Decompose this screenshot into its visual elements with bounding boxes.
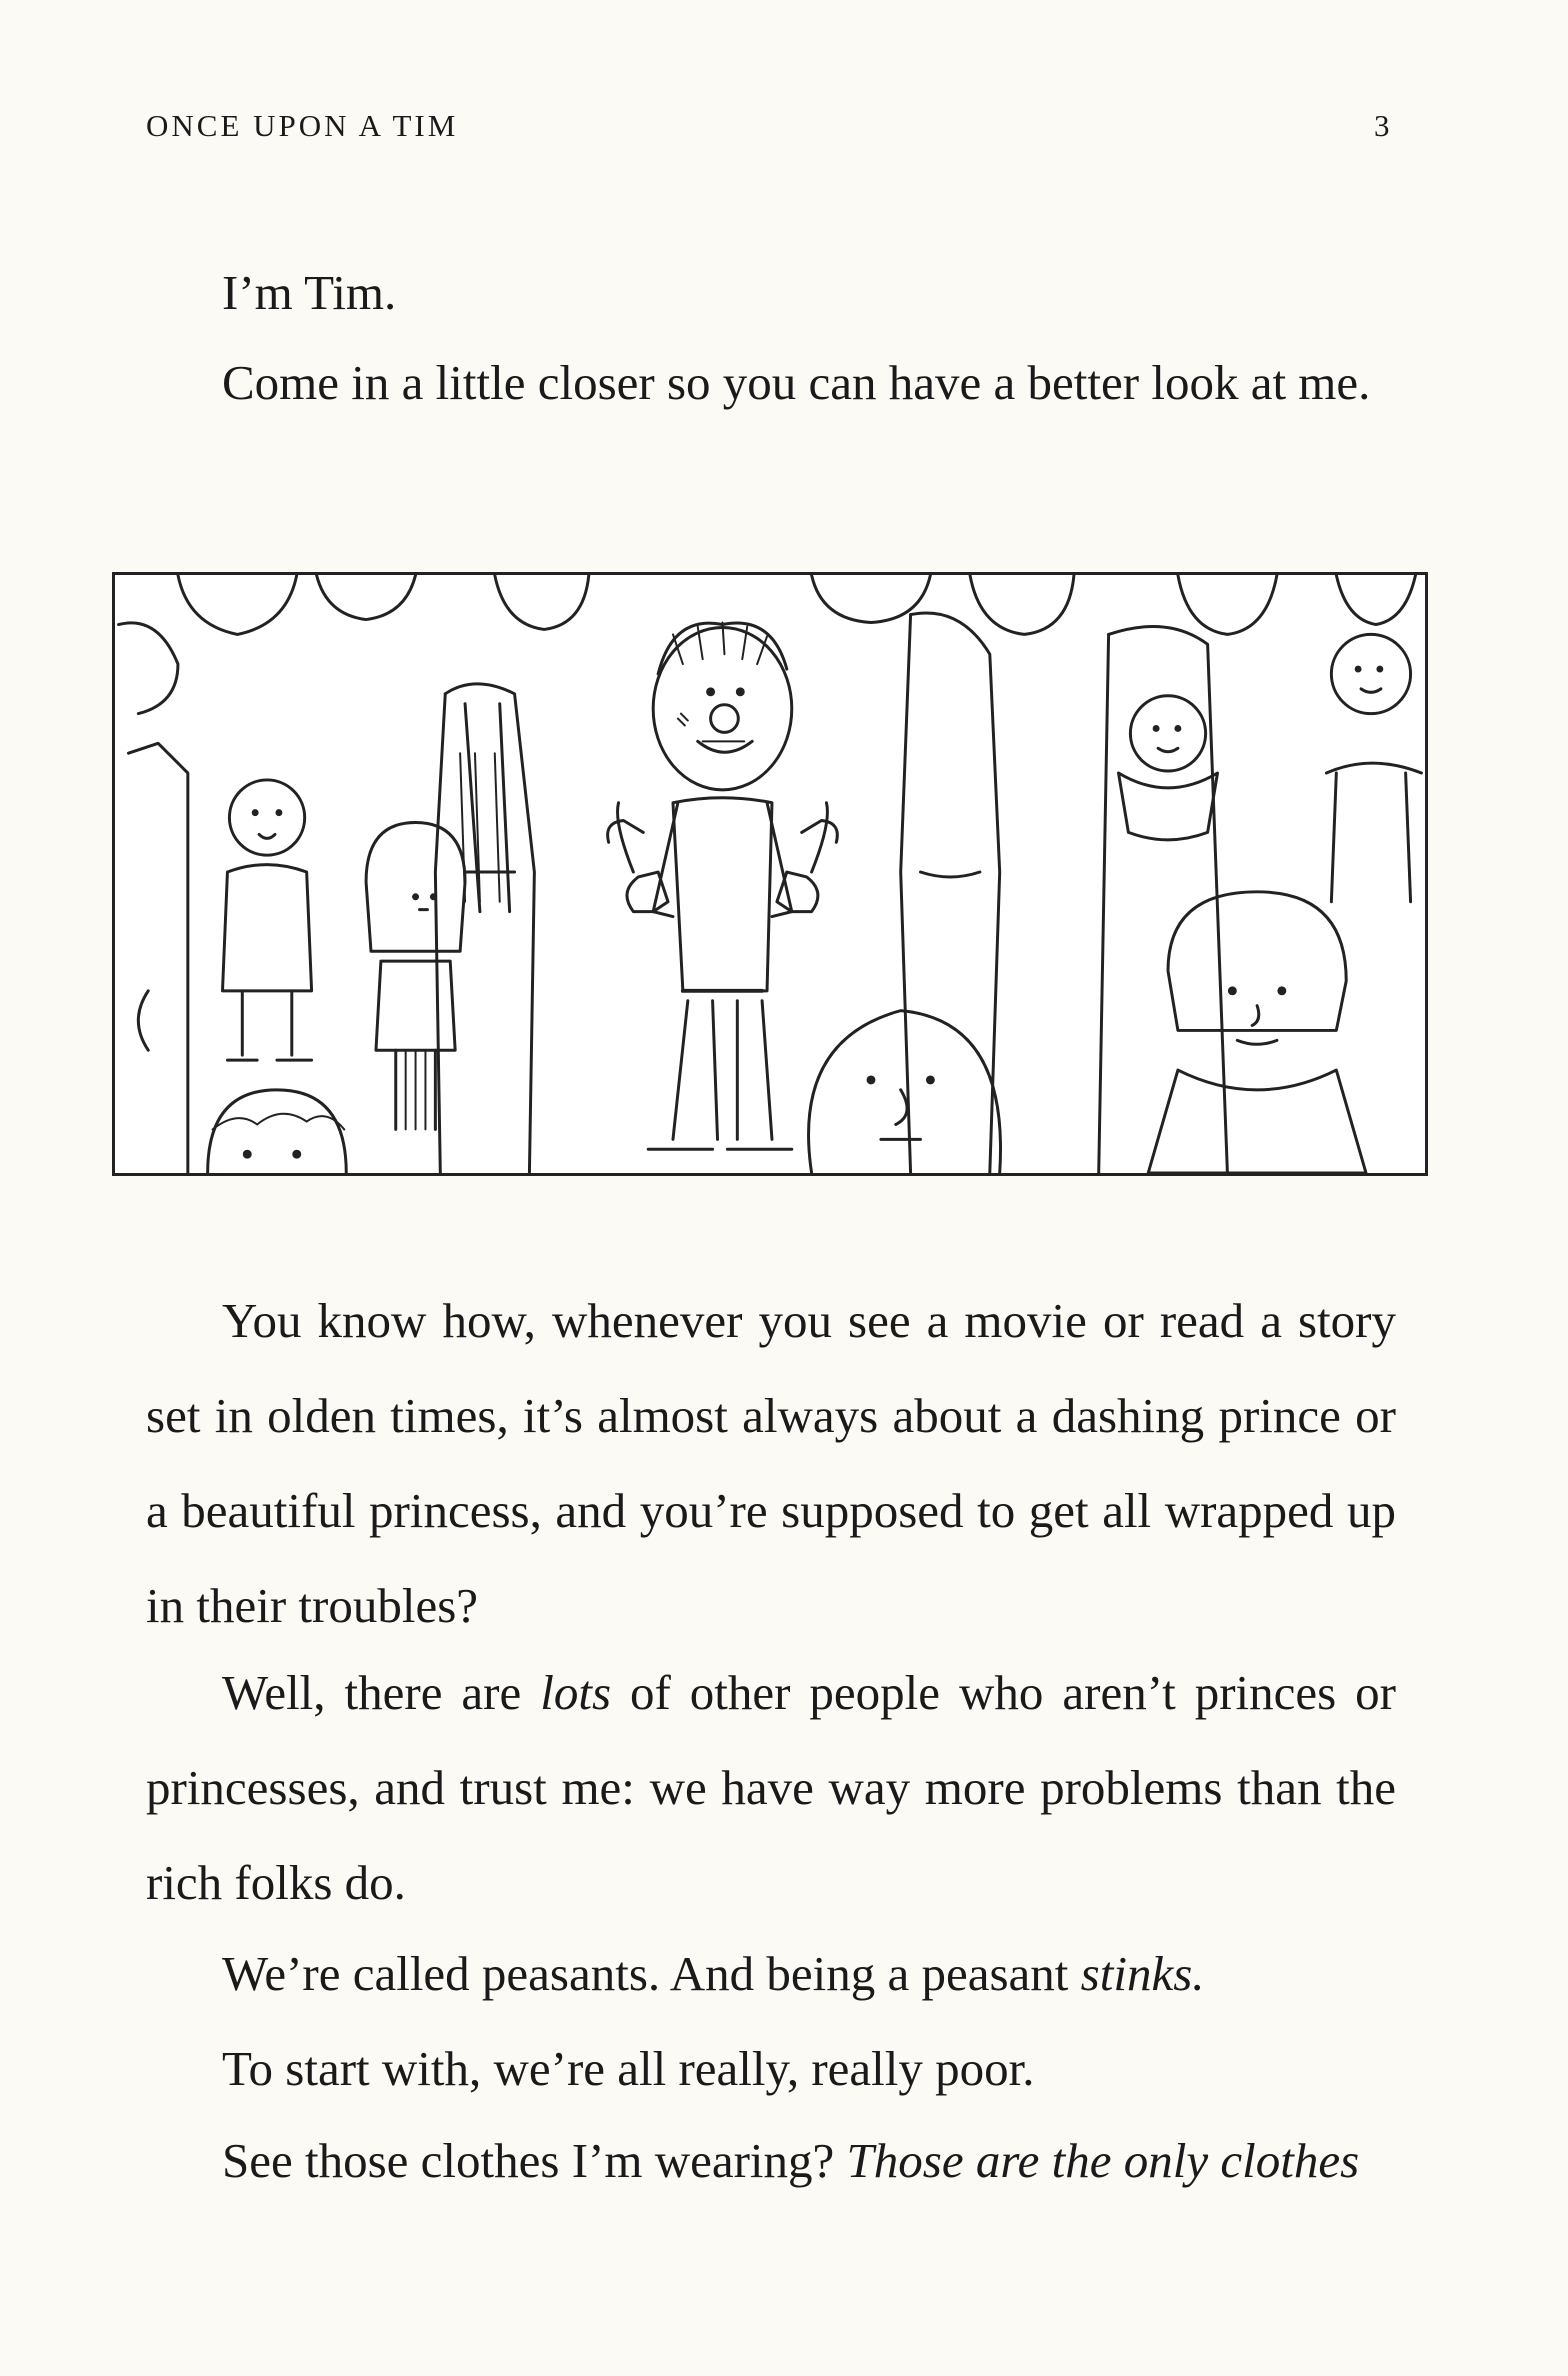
crowd-illustration: [112, 572, 1428, 1176]
paragraph-5: [146, 1926, 1396, 2021]
paragraph-4: [146, 1645, 1396, 1930]
paragraph-7-emphasis: Those are the only clothes: [846, 2133, 1360, 2188]
peasant-crowd-drawing: [115, 575, 1425, 1173]
paragraph-7-text-a: See those clothes I’m wearing?: [222, 2133, 847, 2188]
paragraph-2: Come in a little closer so you can have a better look at me.: [222, 355, 1371, 410]
running-head: ONCE UPON A TIM: [146, 108, 459, 143]
paragraph-3: You know how, whenever you see a movie or read a story set in olden times, it’s almost always about a dashing prince or a beautiful princess, and you’re supposed to get all wrapped up in their troubles?: [146, 1293, 1396, 1633]
paragraph-1: I’m Tim.: [222, 265, 397, 320]
paragraph-5-emphasis: stinks.: [1080, 1946, 1205, 2001]
paragraph-4-emphasis: lots: [540, 1665, 612, 1720]
paragraph-4-text-a: Well, there are: [222, 1665, 541, 1720]
paragraph-6: To start with, we’re all really, really poor.: [222, 2041, 1035, 2096]
paragraph-5-text-a: We’re called peasants. And being a peasant: [222, 1946, 1081, 2001]
paragraph-4-text-b: of other people who aren’t princes or princesses, and trust me: we have way more problems than the rich folks do.: [146, 1665, 1396, 1910]
page-number: 3: [1374, 108, 1390, 143]
paragraph-7: [146, 2113, 1396, 2208]
